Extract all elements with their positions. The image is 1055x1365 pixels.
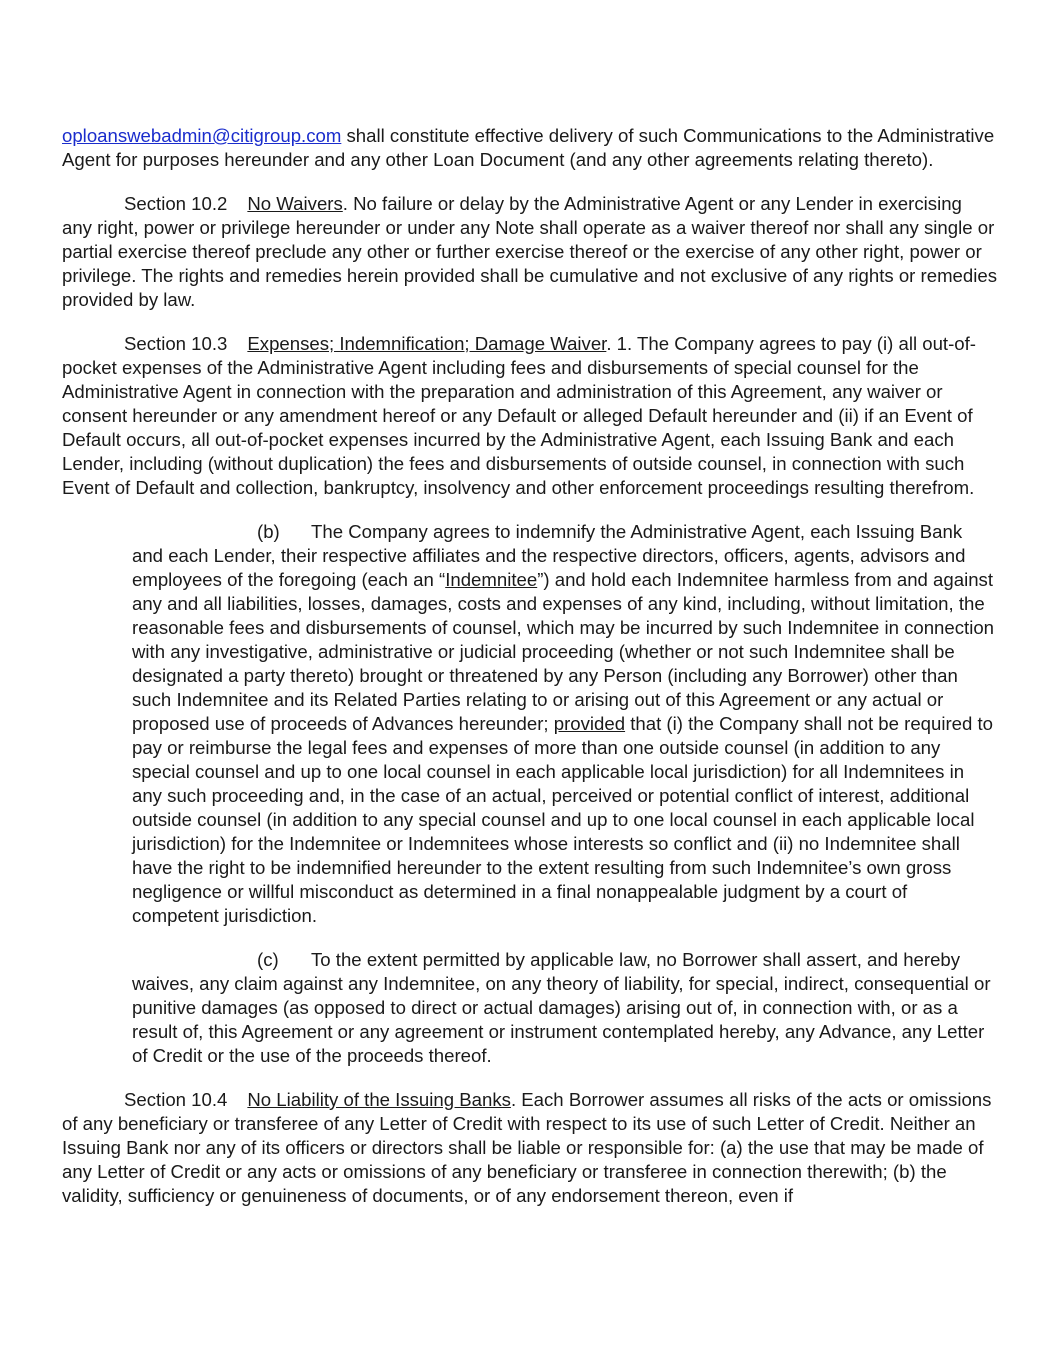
section-10-3-b-text3: that (i) the Company shall not be required to pay or reimburse the legal fees and expenses of more than one outside counsel (in addition to any special counsel and up to one local counsel in each applicable local jurisdiction) for all Indemnitees in any such proceeding and, in the case of an actual, perceived or potential conflict of interest, additional outside counsel (in addition to any special counsel and up to one local counsel in each applicable local jurisdiction) for the Indemnitee or Indemnitees whose interests so conflict and (ii) no Indemnitee shall have the right to be indemnified hereunder to the extent resulting from such Indemnitee’s own gross negligence or willful misconduct as determined in a final nonappealable judgment by a court of competent jurisdiction. — [132, 713, 994, 926]
section-10-4-label: Section 10.4 — [124, 1089, 228, 1110]
section-10-3-b — [132, 520, 997, 928]
intro-paragraph — [62, 124, 997, 172]
section-10-3-b-text2: ”) and hold each Indemnitee harmless from and against any and all liabilities, losses, damages, costs and expenses of any kind, including, without limitation, the reasonable fees and disbursements of counsel, which may be incurred by such Indemnitee in connection with any investigative, administrative or judicial proceeding (whether or not such Indemnitee shall be designated a party thereto) brought or threatened by any Person (including any Borrower) other than such Indemnitee and its Related Parties relating to or arising out of this Agreement or any actual or proposed use of proceeds of Advances hereunder; — [132, 569, 995, 734]
section-10-2-title: No Waivers — [247, 193, 343, 214]
section-10-3-c — [132, 948, 997, 1068]
indemnitee-term: Indemnitee — [445, 569, 538, 590]
section-10-4 — [62, 1088, 997, 1208]
intro-text: shall constitute effective delivery of such Communications to the Administrative Agent for purposes hereunder and any other Loan Document (and any other agreements relating thereto). — [62, 125, 995, 170]
section-10-2-body: . No failure or delay by the Administrative Agent or any Lender in exercising any right, power or privilege hereunder or under any Note shall operate as a waiver thereof nor shall any single or partial exercise thereof preclude any other or further exercise thereof or the exercise of any other right, power or privilege. The rights and remedies herein provided shall be cumulative and not exclusive of any rights or remedies provided by law. — [62, 193, 998, 310]
email-link[interactable]: oploanswebadmin@citigroup.com — [62, 125, 342, 146]
section-10-2 — [62, 192, 997, 312]
section-10-3-b-label: (b) — [257, 521, 280, 542]
section-10-3-body: . 1. The Company agrees to pay (i) all out-of-pocket expenses of the Administrative Agent including fees and disbursements of special counsel for the Administrative Agent in connection with the preparation and administration of this Agreement, any waiver or consent hereunder or any amendment hereof or any Default or alleged Default hereunder and (ii) if an Event of Default occurs, all out-of-pocket expenses incurred by the Administrative Agent, each Issuing Bank and each Lender, including (without duplication) the fees and disbursements of outside counsel, in connection with such Event of Default and collection, bankruptcy, insolvency and other enforcement proceedings resulting therefrom. — [62, 333, 976, 498]
section-10-2-label: Section 10.2 — [124, 193, 228, 214]
section-10-3 — [62, 332, 997, 500]
section-10-3-c-label: (c) — [257, 949, 279, 970]
provided-term: provided — [553, 713, 626, 734]
section-10-4-title: No Liability of the Issuing Banks — [247, 1089, 511, 1110]
section-10-3-c-text: To the extent permitted by applicable law, no Borrower shall assert, and hereby waives, any claim against any Indemnitee, on any theory of liability, for special, indirect, consequential or punitive damages (as opposed to direct or actual damages) arising out of, in connection with, or as a result of, this Agreement or any agreement or instrument contemplated hereby, any Advance, any Letter of Credit or the use of the proceeds thereof. — [132, 949, 991, 1066]
section-10-3-b-text1: The Company agrees to indemnify the Administrative Agent, each Issuing Bank and each Lender, their respective affiliates and the respective directors, officers, agents, advisors and employees of the foregoing (each an “ — [132, 521, 966, 590]
section-10-3-label: Section 10.3 — [124, 333, 228, 354]
document-page — [62, 124, 997, 1228]
section-10-4-body: . Each Borrower assumes all risks of the acts or omissions of any beneficiary or transferee of any Letter of Credit with respect to its use of such Letter of Credit. Neither an Issuing Bank nor any of its officers or directors shall be liable or responsible for: (a) the use that may be made of any Letter of Credit or any acts or omissions of any beneficiary or transferee in connection therewith; (b) the validity, sufficiency or genuineness of documents, or of any endorsement thereon, even if — [62, 1089, 992, 1206]
section-10-3-title: Expenses; Indemnification; Damage Waiver — [247, 333, 607, 354]
